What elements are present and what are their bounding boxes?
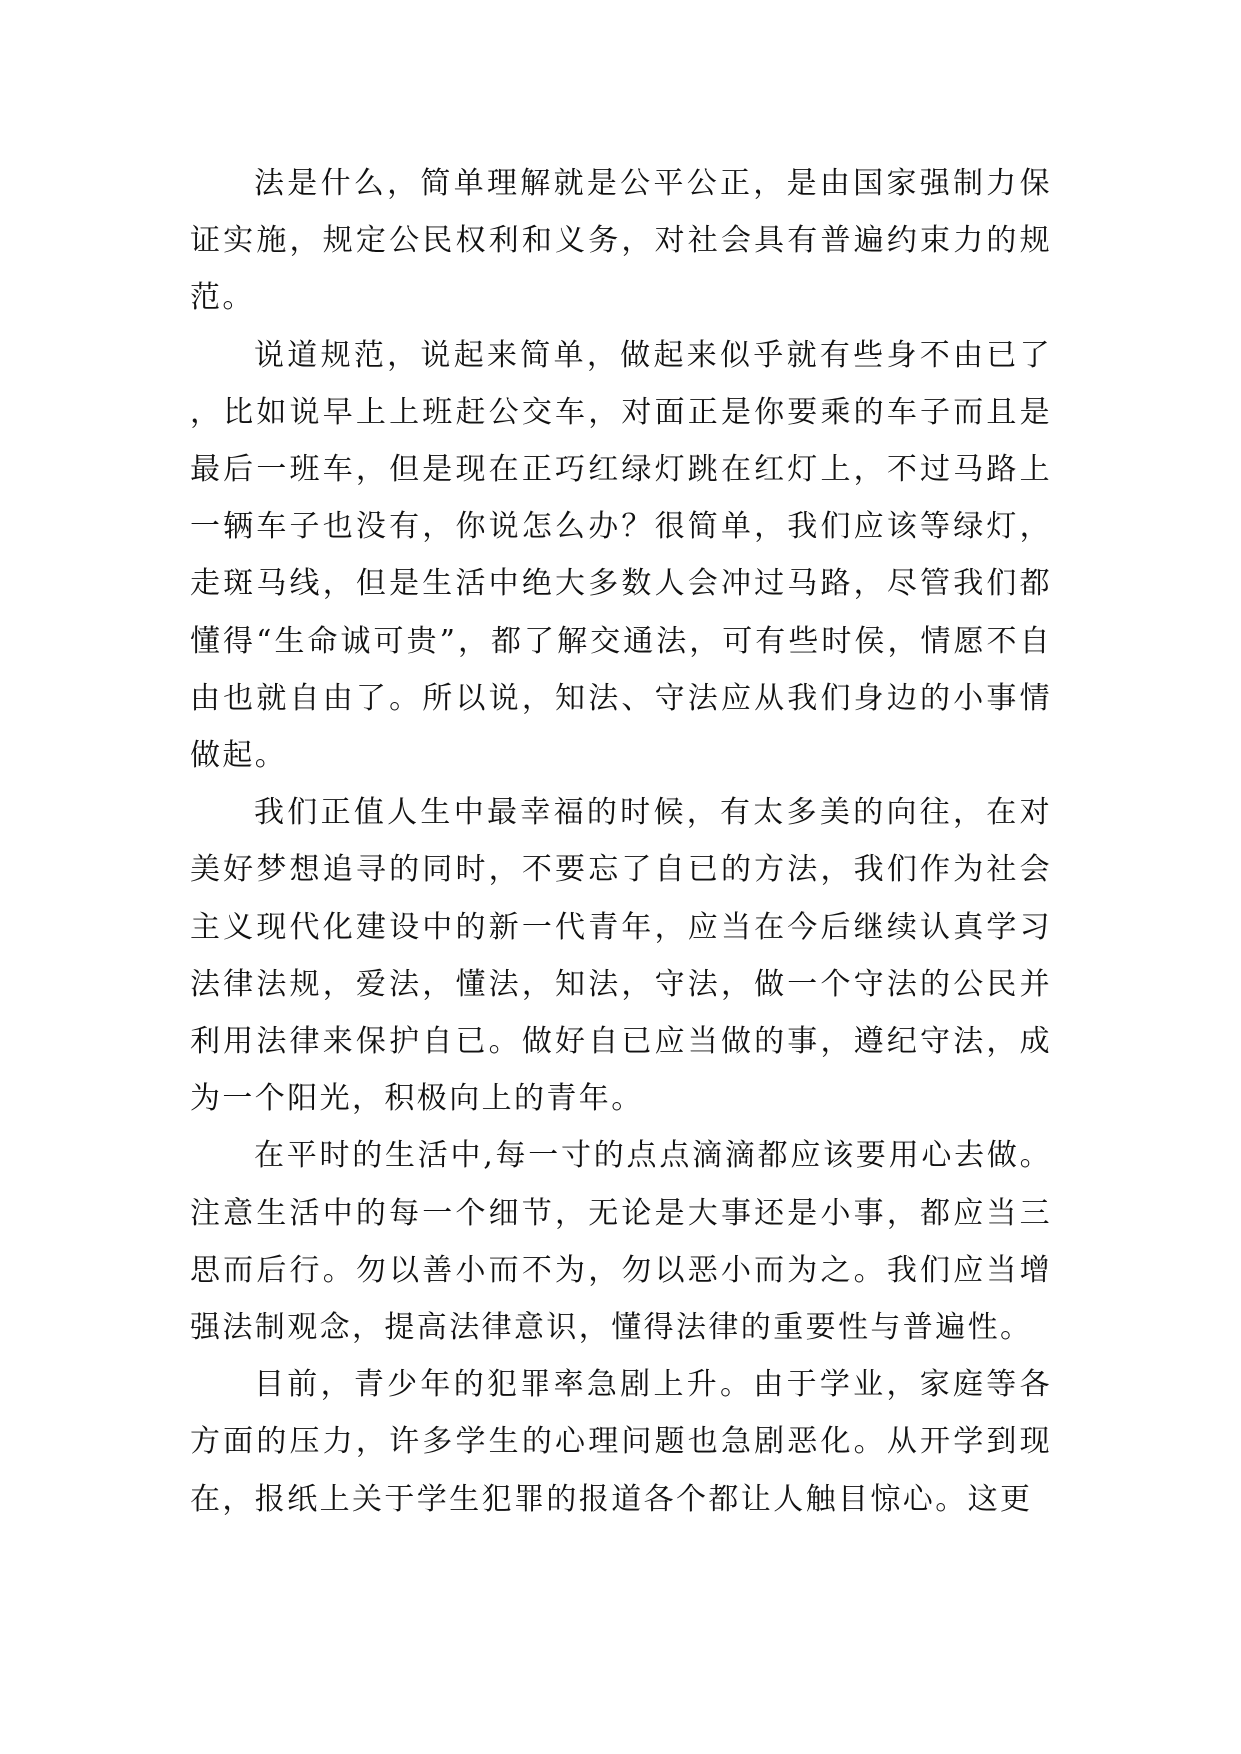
document-body <box>190 155 1052 1528</box>
paragraph: 我们正值人生中最幸福的时候，有太多美的向往，在对美好梦想追寻的同时，不要忘了自已的方法，我们作为社会主义现代化建设中的新一代青年，应当在今后继续认真学习法律法规，爱法，懂法，知法，守法，做一个守法的公民并利用法律来保护自已。做好自已应当做的事，遵纪守法，成为一个阳光，积极向上的青年。 <box>190 795 1052 1117</box>
paragraph: 在平时的生活中,每一寸的点点滴滴都应该要用心去做。注意生活中的每一个细节，无论是大事还是小事，都应当三思而后行。勿以善小而不为，勿以恶小而为之。我们应当增强法制观念，提高法律意识，懂得法律的重要性与普遍性。 <box>190 1138 1052 1346</box>
paragraph: 法是什么，简单理解就是公平公正，是由国家强制力保证实施，规定公民权利和义务，对社会具有普遍约束力的规范。 <box>190 166 1052 316</box>
paragraph: 目前，青少年的犯罪率急剧上升。由于学业，家庭等各方面的压力，许多学生的心理问题也急剧恶化。从开学到现在，报纸上关于学生犯罪的报道各个都让人触目惊心。这更 <box>190 1367 1052 1517</box>
paragraph: 说道规范，说起来简单，做起来似乎就有些身不由已了，比如说早上上班赶公交车，对面正是你要乘的车子而且是最后一班车，但是现在正巧红绿灯跳在红灯上，不过马路上一辆车子也没有，你说怎么办？很简单，我们应该等绿灯，走斑马线，但是生活中绝大多数人会冲过马路，尽管我们都懂得“生命诚可贵”，都了解交通法，可有些时侯，情愿不自由也就自由了。所以说，知法、守法应从我们身边的小事情做起。 <box>190 337 1052 774</box>
